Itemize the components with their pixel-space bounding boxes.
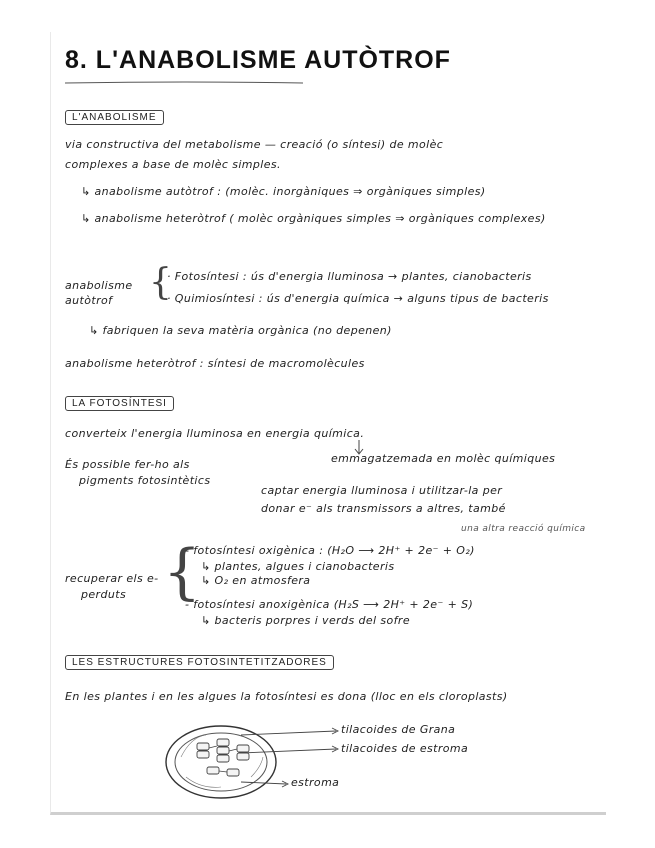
side-label-2: perduts: [81, 588, 127, 601]
fotosintesi-line-2: emmagatzemada en molèc químiques: [331, 452, 556, 465]
heterotrof-line: anabolisme heteròtrof : síntesi de macromolècules: [65, 357, 365, 370]
brace-icon: {: [149, 262, 172, 303]
section-header-fotosintesi: LA FOTOSÍNTESI: [65, 396, 174, 411]
classification-label-2: autòtrof: [65, 294, 113, 307]
label-estroma: estroma: [291, 776, 340, 789]
label-tilacoides-estroma: tilacoides de estroma: [341, 742, 469, 755]
definition-line-2: complexes a base de molèc simples.: [65, 158, 281, 171]
oxigenica-sub-1: ↳ plantes, algues i cianobacteris: [201, 560, 395, 573]
fotosintesi-line-6: donar e⁻ als transmissors a altres, també: [261, 502, 506, 515]
fotosintesi-line-4: pigments fotosintètics: [79, 474, 211, 487]
fotosintesi-line-3: És possible fer-ho als: [65, 458, 190, 471]
side-label-1: recuperar els e-: [65, 572, 159, 585]
fotosintesi-line: · Fotosíntesi : ús d'energia lluminosa → plantes, cianobacteris: [167, 270, 532, 283]
brace-icon: {: [163, 537, 202, 607]
anoxigenica-line: - fotosíntesi anoxigènica (H₂S ⟶ 2H⁺ + 2e⁻ + S): [185, 598, 474, 611]
title-underline: [65, 80, 305, 86]
fotosintesi-line-1: converteix l'energia lluminosa en energia química.: [65, 427, 365, 440]
label-tilacoides-grana: tilacoides de Grana: [341, 723, 456, 736]
fotosintesi-line-5: captar energia lluminosa i utilitzar-la per: [261, 484, 503, 497]
anabolisme-autotrof-line: ↳ anabolisme autòtrof : (molèc. inorgàniques ⇒ orgàniques simples): [81, 185, 486, 198]
estructures-line-1: En les plantes i en les algues la fotosíntesi es dona (lloc en els cloroplasts): [65, 690, 508, 703]
oxigenica-line: - fotosíntesi oxigènica : (H₂O ⟶ 2H⁺ + 2e⁻ + O₂): [185, 544, 475, 557]
fabriquen-note: ↳ fabriquen la seva matèria orgànica (no depenen): [89, 324, 392, 337]
page-title: 8. L'ANABOLISME AUTÒTROF: [65, 46, 451, 74]
anabolisme-heterotrof-line: ↳ anabolisme heteròtrof ( molèc orgàniques simples ⇒ orgàniques complexes): [81, 212, 546, 225]
section-header-anabolisme: L'ANABOLISME: [65, 110, 164, 125]
notebook-page: [50, 32, 606, 815]
definition-line-1: via constructiva del metabolisme — creació (o síntesi) de molèc: [65, 138, 444, 151]
fotosintesi-line-7: una altra reacció química: [461, 524, 586, 534]
quimiosintesi-line: · Quimiosíntesi : ús d'energia química → alguns tipus de bacteris: [167, 292, 549, 305]
oxigenica-sub-2: ↳ O₂ en atmosfera: [201, 574, 311, 587]
anoxigenica-sub: ↳ bacteris porpres i verds del sofre: [201, 614, 410, 627]
section-header-estructures: LES ESTRUCTURES FOTOSINTETITZADORES: [65, 655, 334, 670]
classification-label-1: anabolisme: [65, 279, 133, 292]
